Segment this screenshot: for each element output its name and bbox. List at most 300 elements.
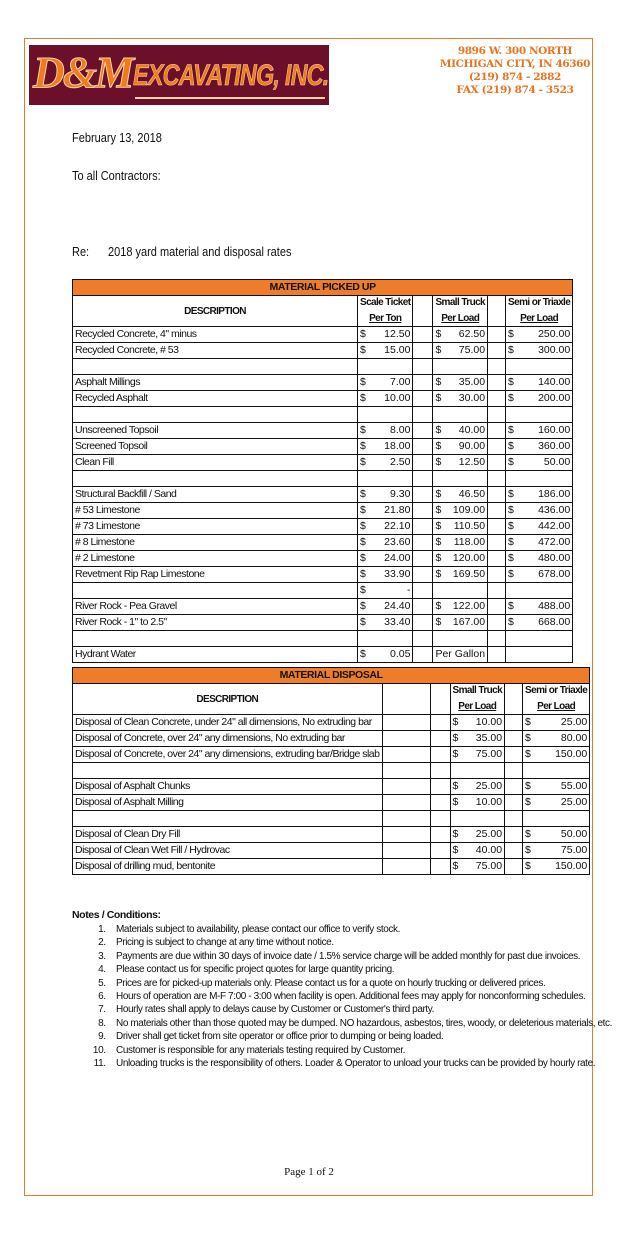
section-title: MATERIAL PICKED UP [73,280,573,296]
money-value [508,375,570,390]
scale-ticket-price [358,567,413,583]
money-value [435,519,485,534]
money-value [435,391,485,406]
amount: 33.40 [384,616,411,628]
spacer-cell [488,599,506,615]
scale-ticket-price [358,471,413,487]
money-value [435,343,485,358]
table-row [73,827,590,843]
semi-triaxle-price [506,471,573,487]
header-row [73,684,590,715]
table-row [73,343,573,359]
currency-symbol: $ [360,424,366,436]
description-cell: Disposal of drilling mud, bentonite [73,859,383,875]
spacer-cell [488,455,506,471]
small-truck-price [433,567,488,583]
currency-symbol: $ [508,600,514,612]
table-row [73,407,573,423]
description-cell: Screened Topsoil [73,439,358,455]
small-truck-price [450,811,505,827]
money-value [435,375,485,390]
header-label [453,684,503,714]
amount: 169.50 [452,568,486,580]
money-value [508,535,570,550]
semi-triaxle-price [523,763,590,779]
table-row [73,859,590,875]
small-truck-price [450,827,505,843]
note-item: 5. Prices are for picked-up materials only. Please contact us for a quote on hourly trucking or delivered prices. [108,977,612,990]
spacer-cell [413,583,433,599]
semi-triaxle-price [506,519,573,535]
scale-ticket-price [358,503,413,519]
currency-symbol: $ [360,344,366,356]
small-truck-price [433,471,488,487]
money-value [525,843,587,858]
currency-symbol: $ [508,488,514,500]
amount: 140.00 [538,376,571,388]
header-name: Scale Ticket [360,297,411,308]
amount: 150.00 [555,748,588,760]
money-value [435,567,485,582]
spacer-cell [413,327,433,343]
scale-ticket-price [382,763,430,779]
re-label: Re: [72,245,90,259]
small-truck-price [450,779,505,795]
amount: 23.60 [384,536,411,548]
money-value [435,503,485,518]
scale-ticket-price [382,747,430,763]
amount: 160.00 [538,424,571,436]
spacer-cell [413,439,433,455]
currency-symbol: $ [435,552,442,564]
spacer-cell [505,779,523,795]
notes-title: Notes / Conditions: [72,909,161,921]
money-value [360,599,410,614]
spacer-cell [430,795,450,811]
money-value [508,487,570,502]
small-truck-price [433,503,488,519]
amount: 40.00 [458,424,486,436]
amount: 21.80 [384,504,411,516]
description-cell: Clean Fill [73,455,358,471]
spacer-cell [488,471,506,487]
spacer-cell [413,647,433,663]
description-cell [73,763,383,779]
company-logo [29,45,329,105]
money-value [360,567,410,582]
scale-ticket-price [358,631,413,647]
amount: 8.00 [390,424,411,436]
spacer-cell [413,343,433,359]
scale-ticket-price [358,615,413,631]
small-truck-price [433,519,488,535]
spacer-cell [413,455,433,471]
semi-triaxle-price [523,731,590,747]
description-cell: Recycled Concrete, # 53 [73,343,358,359]
spacer-cell [430,731,450,747]
table-row [73,647,573,663]
money-value [360,615,410,630]
money-value [435,439,485,454]
small-truck-header [450,684,505,715]
semi-triaxle-price [506,359,573,375]
currency-symbol: $ [435,376,442,388]
currency-symbol: $ [360,376,366,388]
money-value [360,535,410,550]
note-item: 8. No materials other than those quoted may be dumped. NO hazardous, asbestos, tires, woody, or deleterious materials, etc. [108,1017,612,1030]
amount: 75.00 [475,748,503,760]
section-title-row [73,668,590,684]
scale-ticket-price [382,811,430,827]
logo-name: EXCAVATING, INC. [133,59,329,92]
small-truck-price [450,715,505,731]
currency-symbol: $ [360,600,366,612]
scale-ticket-price [358,487,413,503]
amount: 9.30 [390,488,411,500]
semi-triaxle-price [506,647,573,663]
semi-triaxle-price [506,423,573,439]
header-name: Semi or Triaxle [525,685,588,696]
spacer-cell [413,423,433,439]
semi-triaxle-price [523,827,590,843]
semi-triaxle-price [506,375,573,391]
amount: 50.00 [560,828,588,840]
small-truck-price [433,423,488,439]
spacer-cell [488,647,506,663]
description-header: DESCRIPTION [73,296,358,327]
semi-triaxle-price [506,631,573,647]
amount: 480.00 [538,552,571,564]
spacer-cell [505,827,523,843]
small-truck-price [433,583,488,599]
spacer-cell [505,763,523,779]
semi-triaxle-price [523,779,590,795]
description-cell: # 8 Limestone [73,535,358,551]
currency-symbol: $ [508,344,514,356]
table-row [73,439,573,455]
semi-triaxle-header [506,296,573,327]
money-value [360,391,410,406]
table-row [73,747,590,763]
spacer-cell [413,567,433,583]
material-disposal-table [72,667,590,875]
section-title-row [73,280,573,296]
spacer-cell [505,811,523,827]
scale-ticket-header [358,296,413,327]
semi-triaxle-price [506,503,573,519]
currency-symbol: $ [452,796,459,808]
spacer-cell [413,359,433,375]
spacer-cell [413,551,433,567]
currency-symbol: $ [360,616,366,628]
table-row [73,551,573,567]
address-street: 9896 W. 300 NORTH [457,45,572,57]
spacer-cell [430,811,450,827]
table-row [73,715,590,731]
spacer-cell [430,843,450,859]
address-city: MICHIGAN CITY, IN 46360 [439,58,590,70]
spacer-cell [488,391,506,407]
scale-ticket-price [382,715,430,731]
amount: 678.00 [538,568,571,580]
amount: 300.00 [538,344,571,356]
money-value [360,647,410,662]
currency-symbol: $ [435,424,442,436]
currency-symbol: $ [508,328,514,340]
description-cell: Disposal of Concrete, over 24" any dimensions, No extruding bar [73,731,383,747]
money-value [360,487,410,502]
page-number: Page 1 of 2 [284,1166,334,1178]
spacer-cell [488,439,506,455]
table-row [73,327,573,343]
money-value [360,455,410,470]
header-name: Small Truck [435,297,486,308]
spacer-cell [413,375,433,391]
description-cell: Hydrant Water [73,647,358,663]
semi-triaxle-price [506,583,573,599]
table-row [73,795,590,811]
table-row [73,423,573,439]
currency-symbol: $ [435,520,442,532]
spacer-cell [413,296,433,327]
header-unit: Per Load [537,701,576,712]
small-truck-price [433,439,488,455]
money-value [435,327,485,342]
amount: 200.00 [538,392,571,404]
amount: 122.00 [452,600,486,612]
currency-symbol: $ [452,780,459,792]
money-value [360,327,410,342]
semi-triaxle-price [506,615,573,631]
table-row [73,519,573,535]
amount: 167.00 [452,616,486,628]
money-value [453,715,503,730]
address-phone: (219) 874 - 2882 [468,71,561,83]
amount: - [406,584,411,596]
notes-section [72,909,612,1070]
semi-triaxle-price [506,327,573,343]
amount: 25.00 [475,828,503,840]
money-value [360,551,410,566]
money-value [360,519,410,534]
spacer-cell [505,795,523,811]
money-value [360,343,410,358]
currency-symbol: $ [435,392,442,404]
semi-triaxle-price [523,859,590,875]
amount: 25.00 [560,796,588,808]
currency-symbol: $ [508,552,514,564]
description-cell: Asphalt Millings [73,375,358,391]
money-value [508,503,570,518]
table-row [73,535,573,551]
money-value [453,731,503,746]
spacer-cell [488,375,506,391]
amount: 10.00 [475,716,503,728]
table-row [73,503,573,519]
money-value [435,455,485,470]
money-value [435,423,485,438]
spacer-cell [505,747,523,763]
spacer-cell [488,631,506,647]
table-row [73,583,573,599]
money-value [360,423,410,438]
header-name: Semi or Triaxle [508,297,571,308]
spacer-cell [488,407,506,423]
amount: 150.00 [555,860,588,872]
spacer-cell [413,535,433,551]
amount: 118.00 [453,536,486,548]
scale-ticket-price [358,455,413,471]
money-value [453,795,503,810]
semi-triaxle-price [523,843,590,859]
scale-ticket-price [382,795,430,811]
money-value [453,859,503,874]
address-fax: FAX (219) 874 - 3523 [456,84,574,96]
scale-ticket-price [358,599,413,615]
currency-symbol: $ [508,520,514,532]
scale-ticket-price [358,391,413,407]
note-item: 9. Driver shall get ticket from site operator or office prior to dumping or being loaded. [108,1030,612,1043]
amount: 2.50 [390,456,411,468]
money-value [525,827,587,842]
table-row [73,731,590,747]
spacer-cell [430,763,450,779]
note-item: 11. Unloading trucks is the responsibility of others. Loader & Operator to unload your trucks can be provided by hourly rate. [108,1057,612,1070]
table-row [73,391,573,407]
small-truck-price [433,487,488,503]
note-item: 4. Please contact us for specific project quotes for large quantity pricing. [108,963,612,976]
currency-symbol: $ [435,488,442,500]
amount: 25.00 [475,780,503,792]
currency-symbol: $ [360,440,366,452]
currency-symbol: $ [435,504,442,516]
currency-symbol: $ [508,392,514,404]
money-value [453,843,503,858]
amount: 35.00 [458,376,486,388]
semi-triaxle-price [506,439,573,455]
spacer-cell [430,715,450,731]
spacer-cell [505,731,523,747]
currency-symbol: $ [360,328,366,340]
spacer-cell [488,327,506,343]
description-cell: # 53 Limestone [73,503,358,519]
note-item: 1. Materials subject to availability, please contact our office to verify stock. [108,923,612,936]
amount: 80.00 [560,732,588,744]
spacer-cell [430,779,450,795]
description-cell: Structural Backfill / Sand [73,487,358,503]
currency-symbol: $ [435,616,442,628]
header-unit: Per Load [441,313,480,324]
scale-ticket-price [382,859,430,875]
scale-ticket-price [358,647,413,663]
spacer-cell [488,487,506,503]
money-value [360,583,410,598]
amount: 472.00 [538,536,571,548]
logo-monogram: D&M [33,48,133,97]
semi-triaxle-price [523,715,590,731]
amount: 75.00 [458,344,486,356]
small-truck-price [433,455,488,471]
currency-symbol: $ [452,860,459,872]
small-truck-header [433,296,488,327]
header-unit: Per Load [520,313,559,324]
header-label [360,296,410,326]
money-value [435,487,485,502]
company-address [440,45,590,97]
money-value [525,731,587,746]
semi-triaxle-price [523,795,590,811]
amount: 10.00 [384,392,411,404]
header-unit: Per Ton [369,313,402,324]
small-truck-price [433,375,488,391]
amount: 12.50 [458,456,486,468]
small-truck-price [433,551,488,567]
money-value [360,439,410,454]
currency-symbol: $ [452,732,459,744]
semi-triaxle-price [506,407,573,423]
scale-ticket-price [358,535,413,551]
money-value [508,327,570,342]
description-cell: # 2 Limestone [73,551,358,567]
spacer-cell [488,343,506,359]
currency-symbol: $ [525,828,531,840]
amount: 668.00 [538,616,571,628]
currency-symbol: $ [360,552,366,564]
currency-symbol: $ [508,424,514,436]
money-value [525,795,587,810]
amount: 436.00 [538,504,571,516]
table-row [73,615,573,631]
scale-ticket-header [382,684,430,715]
money-value [360,375,410,390]
amount: 50.00 [543,456,571,468]
description-cell: River Rock - 1" to 2.5" [73,615,358,631]
notes-list [72,923,612,1070]
amount: 110.50 [453,520,486,532]
semi-triaxle-price [523,747,590,763]
scale-ticket-price [358,359,413,375]
description-cell: Disposal of Clean Wet Fill / Hydrovac [73,843,383,859]
semi-triaxle-price [506,391,573,407]
small-truck-price [433,407,488,423]
currency-symbol: $ [508,616,514,628]
header-label [525,684,587,714]
description-cell [73,583,358,599]
scale-ticket-price [358,439,413,455]
amount: 90.00 [458,440,486,452]
scale-ticket-price [358,551,413,567]
table-row [73,763,590,779]
currency-symbol: $ [525,732,531,744]
currency-symbol: $ [508,376,514,388]
currency-symbol: $ [360,584,366,596]
spacer-cell [505,684,523,715]
small-truck-price [450,843,505,859]
amount: 12.50 [384,328,411,340]
amount: 75.00 [475,860,503,872]
spacer-cell [488,503,506,519]
table-row [73,843,590,859]
scale-ticket-price [382,731,430,747]
amount: 7.00 [390,376,411,388]
small-truck-price [433,327,488,343]
money-value [435,551,485,566]
note-item: 10. Customer is responsible for any materials testing required by Customer. [108,1044,612,1057]
header-name: Small Truck [452,685,503,696]
scale-ticket-price [382,779,430,795]
money-value [508,599,570,614]
scale-ticket-price [358,423,413,439]
